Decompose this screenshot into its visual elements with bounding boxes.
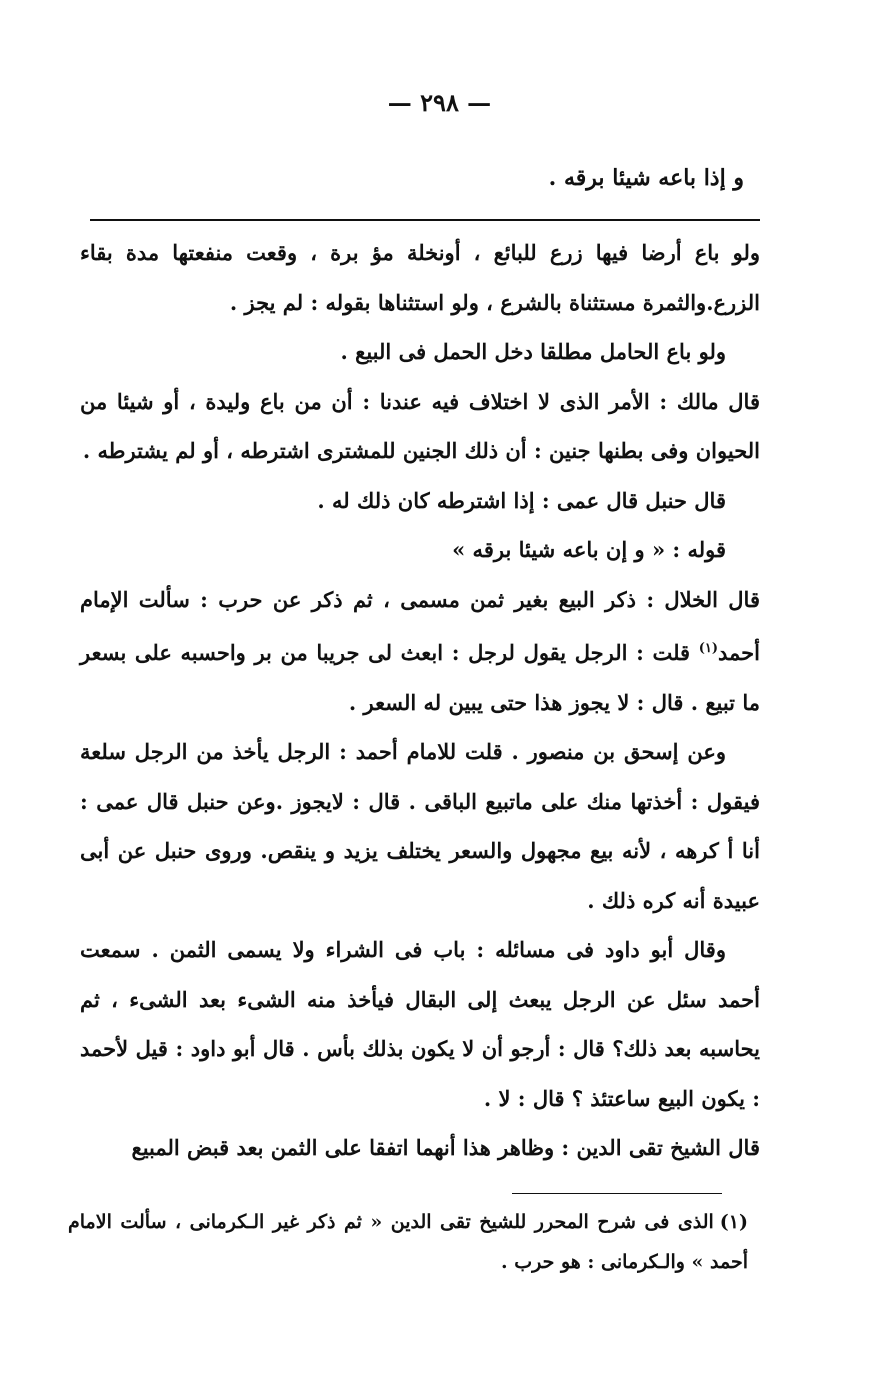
footnote: [68, 1202, 748, 1282]
paragraph: قال مالك : الأمر الذى لا اختلاف فيه عندنا : أن من باع وليدة ، أو شيئا من الحيوان وفى بطنها جنين : أن ذلك الجنين للمشترى اشترطه ، أو لم يشترطه .: [80, 388, 760, 463]
paragraph: ولو باع الحامل مطلقا دخل الحمل فى البيع .: [340, 339, 726, 364]
footnote-reference: (١): [698, 641, 719, 656]
footnote-text: الذى فى شرح المحرر للشيخ تقى الدين « ثم ذكر غير الـكرمانى ، سألت الامام أحمد » والـكرمانى : هو حرب .: [68, 1211, 748, 1273]
paragraph: [80, 575, 760, 728]
paragraph-text: قال الخلال : ذكر البيع بغير ثمن مسمى ، ثم ذكر عن حرب : سألت الإمام أحمد: [80, 586, 760, 665]
footnote-divider: [512, 1193, 722, 1194]
main-text: [80, 228, 760, 1173]
paragraph: قال حنبل قال عمى : إذا اشترطه كان ذلك له .: [317, 487, 726, 513]
paragraph: قوله : « و إن باعه شيئا برقه »: [452, 537, 726, 562]
footnote-number: (١): [719, 1211, 748, 1233]
top-text-line: و إذا باعه شيئا برقه .: [548, 165, 744, 191]
header-divider: [90, 219, 760, 221]
footnote-paragraph: [68, 1202, 748, 1282]
paragraph: وقال أبو داود فى مسائله : باب فى الشراء ولا يسمى الثمن . سمعت أحمد سئل عن الرجل يبعث إلى البقال فيأخذ منه الشىء بعد الشىء ، ثم يحاسبه بعد ذلك؟ قال : أرجو أن لا يكون بذلك بأس . قال أبو داود : قيل لأحمد : يكون البيع ساعتئذ ؟ قال : لا .: [80, 937, 760, 1111]
paragraph-text-continued: قلت : الرجل يقول لرجل : ابعث لى جريبا من بر واحسبه على بسعر ما تبيع . قال : لا يجوز هذا حتى يبين له السعر .: [80, 640, 760, 715]
page-number: — ٢٩٨ —: [387, 88, 492, 117]
paragraph: ولو باع أرضا فيها زرع للبائع ، أونخلة مؤ برة ، وقعت منفعتها مدة بقاء الزرع.والثمرة مستثناة بالشرع ، ولو استثناها بقوله : لم يجز .: [80, 240, 760, 315]
paragraph: وعن إسحق بن منصور . قلت للامام أحمد : الرجل يأخذ من الرجل سلعة فيقول : أخذتها منك على ماتبيع الباقى . قال : لايجوز .وعن حنبل قال عمى : أنا أ كرهه ، لأنه بيع مجهول والسعر يختلف يزيد و ينقص. وروى حنبل عن أبى عبيدة أنه كره ذلك .: [80, 739, 760, 913]
paragraph: قال الشيخ تقى الدين : وظاهر هذا أنهما اتفقا على الثمن بعد قبض المبيع: [131, 1135, 760, 1160]
